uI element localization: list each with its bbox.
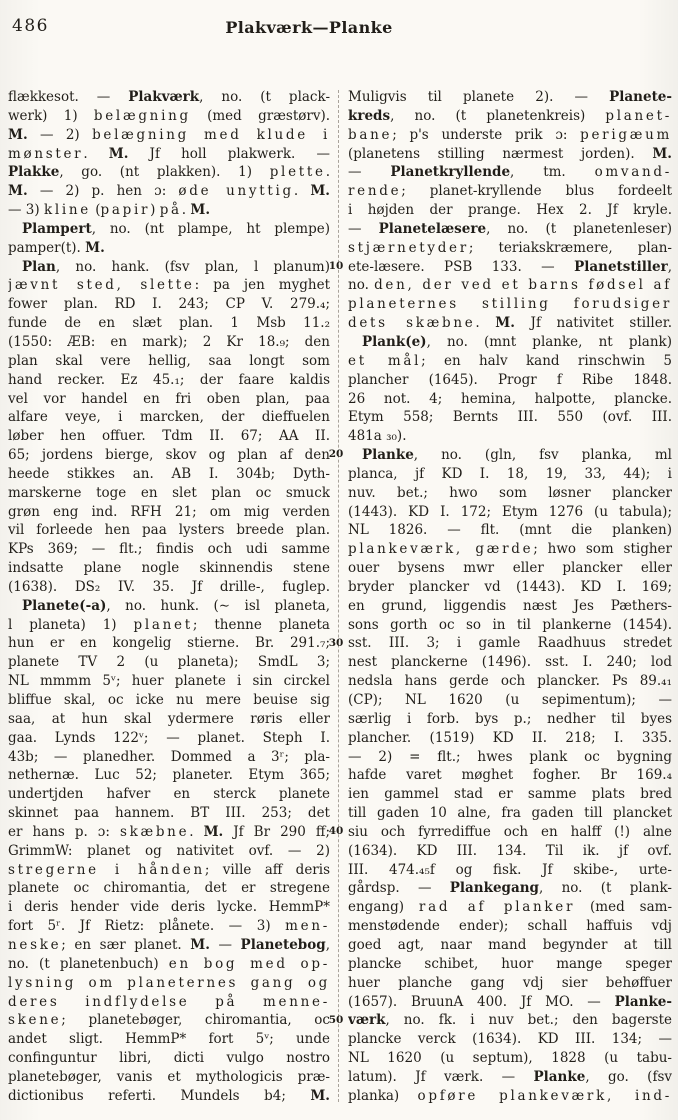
text-line: M. — 2) p. hen ɔ: øde unyttig. M. [8, 183, 330, 200]
text-line: kreds, no. (t planetenkreis) planet- [348, 107, 672, 124]
text-line: werk) 1) belægning (med græstørv). [8, 107, 330, 124]
text-line: nuv. bet.; hwo som løsner plancker [348, 484, 672, 501]
text-line: dets skæbne. M. Jf nativitet stiller. [348, 315, 672, 332]
text-line: till gaden 10 alne, fra gaden till plancket [348, 805, 672, 822]
text-line: nedsla hans gerde och plancker. Ps 89.₄₁ [348, 673, 672, 690]
right-column [348, 88, 672, 1106]
text-line: goed agt, naar mand begynder at till [348, 936, 672, 953]
text-line: flækkesot. — Plakværk, no. (t plack- [8, 89, 330, 105]
text-line: 43b; — planedher. Dommed a 3ʳ; pla- [8, 748, 330, 765]
text-line: bliffue skal, oc icke nu mere beuise sig [8, 692, 330, 708]
text-line: andet sligt. HemmP* fort 5ᵛ; unde [8, 1031, 330, 1048]
column-divider [338, 90, 339, 1102]
text-line: alfare veye, i marcken, der dieffuelen [8, 409, 330, 426]
text-line: undertjden hafver en sterck planete [8, 786, 330, 803]
text-line: plan skal vere hellig, saa longt som [8, 352, 330, 369]
text-line: løber hen offuer. Tdm II. 67; AA II. [8, 428, 330, 445]
text-line: bane; p's underste prik ɔ: perigæum [348, 126, 672, 143]
left-column [8, 88, 330, 1106]
text-line: GrimmW: planet og nativitet ovf. — 2) [8, 842, 330, 859]
text-line: bryder plancker vd (1443). KD I. 169; [348, 578, 672, 595]
text-line: planka) opføre plankeværk, ind- [348, 1087, 672, 1104]
text-line: planca, jf KD I. 18, 19, 33, 44); i [348, 465, 672, 482]
page-body [0, 88, 678, 1108]
text-line: Muligvis til planete 2). — Planete- [348, 89, 672, 105]
text-line: NL 1620 (u septum), 1828 (u tabu- [348, 1050, 672, 1067]
text-line: no. den, der ved et barns fødsel af [348, 277, 672, 294]
text-line: planeternes stilling forudsiger [348, 296, 672, 313]
text-line: Planete(-a), no. hunk. (∼ isl planeta, [22, 597, 330, 614]
text-line: rende; planet-kryllende blus fordeelt [348, 183, 672, 200]
text-line: III. 474.₄₅f og fisk. Jf skibe-, urte- [348, 861, 672, 878]
text-line: hun er en kongelig stierne. Br. 291.₇; [8, 635, 330, 652]
text-line: Plank(e), no. (mnt planke, nt plank) [362, 333, 672, 350]
text-line: dictionibus referti. Mundels b4; M. [8, 1087, 330, 1104]
gutter-line-number: 30 [328, 636, 344, 649]
text-line: stregerne i hånden; ville aff deris [8, 861, 330, 878]
text-line: no. (t planetenbuch) en bog med op- [8, 955, 330, 972]
text-line: plancke verck (1634). KD III. 134; — [348, 1031, 672, 1048]
text-line: hand recker. Ez 45.₁; der faare kaldis [8, 371, 330, 388]
text-line: — Planetelæsere, no. (t planetenleser) [348, 220, 672, 237]
text-line: KPs 369; — flt.; findis och udi samme [8, 541, 330, 558]
text-line: menstødende ender); schall haffuis vdj [348, 918, 672, 935]
text-line: l planeta) 1) planet; thenne planeta [8, 616, 330, 633]
text-line: deres indflydelse på menne- [8, 993, 330, 1010]
text-line: Etym 558; Bernts III. 550 (ovf. III. [348, 409, 672, 426]
text-line: siu och fyrrediffue och en halff (!) alne [348, 823, 672, 840]
gutter-line-number: 20 [328, 448, 344, 461]
text-line: hafde varet møghet fogher. Br 169.₄ [348, 767, 672, 784]
text-line: funde de en slæt plan. 1 Msb 11.₂ [8, 315, 330, 332]
text-line: vel vor handel en fri oben plan, paa [8, 390, 330, 407]
text-line: skene; planetebøger, chiromantia, oc [8, 1012, 330, 1029]
text-line: ien gammel stad er samme plats bred [348, 786, 672, 803]
text-line: NL 1826. — flt. (mnt die planken) [348, 522, 672, 539]
text-line: (1634). KD III. 134. Til ik. jf ovf. [348, 842, 672, 859]
text-line: — Planetkryllende, tm. omvand- [348, 164, 672, 181]
gutter-line-number: 10 [328, 259, 344, 272]
text-line: NL mmmm 5ᵛ; huer planete i sin circkel [8, 673, 330, 690]
gutter-line-number: 50 [328, 1013, 344, 1026]
text-line: pamper(t). M. [8, 239, 105, 256]
text-line: i deris hender vide deris lycke. HemmP* [8, 899, 330, 916]
text-line: — 3) kline (papir) på. M. [8, 202, 211, 219]
text-line: mønster. M. Jf holl plakwerk. — [8, 145, 330, 162]
text-line: vil forleede hen paa lysters breede plan. [8, 522, 330, 539]
text-line: M. — 2) belægning med klude i [8, 126, 330, 143]
text-line: sons gorth oc so in til plankerne (1454). [348, 616, 672, 633]
text-line: huer planche gang vdj sier behøffuer [348, 974, 672, 991]
text-line: særlig i forb. bys p.; nedher til byes [348, 710, 672, 727]
text-line: Plampert, no. (nt plampe, ht plempe) [22, 220, 330, 237]
text-line: nethernæ. Luc 52; planeter. Etym 365; [8, 767, 330, 784]
text-line: confinguntur libri, dicti vulgo nostro [8, 1050, 330, 1067]
text-line: i højden der prange. Hex 2. Jf kryle. [348, 202, 672, 219]
text-line: (1443). KD I. 172; Etym 1276 (u tabula); [348, 503, 672, 520]
text-line: — 2) = flt.; hwes plank oc bygning [348, 748, 672, 765]
text-line: 26 not. 4; hemina, halpotte, plancke. [348, 390, 672, 407]
text-line: er hans p. ɔ: skæbne. M. Jf Br 290 ff; [8, 823, 330, 840]
text-line: sst. III. 3; i gamle Raadhuus stredet [348, 635, 672, 652]
text-line: skinnet paa hannem. BT III. 253; det [8, 805, 330, 822]
text-line: indsatte plane nogle skinnendis stene [8, 560, 330, 577]
text-line: engang) rad af planker (med sam- [348, 899, 672, 916]
text-line: planete TV 2 (u planeta); SmdL 3; [8, 654, 330, 671]
text-line: (1550: ÆB: en mark); 2 Kr 18.₉; den [8, 333, 330, 350]
text-line: ouer bysens mwr eller plancker eller [348, 560, 672, 577]
text-line: en grund, liggendis næst Jes Pæthers- [348, 597, 672, 614]
text-line: Plan, no. hank. (fsv plan, l planum) [22, 258, 330, 275]
text-line: nest planckerne (1496). sst. I. 240; lod [348, 654, 672, 671]
text-line: plankeværk, gærde; hwo som stigher [348, 541, 672, 558]
text-line: gaa. Lynds 122ᵛ; — planet. Steph I. [8, 729, 330, 746]
text-line: (CP); NL 1620 (u sepimentum); — [348, 692, 672, 708]
gutter-line-number: 40 [328, 825, 344, 838]
text-line: planete oc chiromantia, det er stregene [8, 880, 330, 897]
text-line: neske; en sær planet. M. — Planetebog, [8, 936, 330, 953]
text-line: marskerne toge en slet plan oc smuck [8, 484, 330, 501]
text-line: gårdsp. — Plankegang, no. (t plank- [348, 880, 672, 897]
text-line: jævnt sted, slette: pa jen myghet [8, 277, 330, 294]
text-line: planetebøger, vanis et mythologicis præ- [8, 1068, 330, 1085]
text-line: latum). Jf værk. — Planke, go. (fsv [348, 1068, 672, 1085]
text-line: fower plan. RD I. 243; CP V. 279.₄; [8, 296, 330, 313]
text-line: plancher (1645). Progr f Ribe 1848. [348, 371, 672, 388]
text-line: 481a ₃₀). [348, 428, 407, 445]
text-line: (planetens stilling nærmest jorden). M. [348, 145, 672, 162]
text-line: 65; jordens bierge, skov og plan af den [8, 447, 330, 464]
page-number: 486 [12, 16, 49, 36]
text-line: værk, no. fk. i nuv bet.; den bagerste [348, 1012, 672, 1029]
text-line: Planke, no. (gln, fsv planka, ml [362, 447, 672, 464]
text-line: et mål; en halv kand rinschwin 5 [348, 352, 672, 369]
text-line: grøn eng ind. RFH 21; om mig verden [8, 503, 330, 520]
text-line: Plakke, go. (nt plakken). 1) plette. [8, 164, 330, 181]
text-line: plancher. (1519) KD II. 218; I. 335. [348, 729, 672, 746]
text-line: fort 5ʳ. Jf Rietz: plånete. — 3) men- [8, 918, 330, 935]
text-line: plancke schibet, huor mange speger [348, 955, 672, 972]
text-line: (1638). DS₂ IV. 35. Jf drille-, fuglep. [8, 578, 330, 595]
text-line: ete-læsere. PSB 133. — Planetstiller, [348, 258, 672, 275]
text-line: lysning om planeternes gang og [8, 974, 330, 991]
text-line: saa, at hun skal ydermere røris eller [8, 710, 330, 727]
text-line: stjærnetyder; teriakskræmere, plan- [348, 239, 672, 256]
text-line: (1657). BruunA 400. Jf MO. — Planke- [348, 993, 672, 1010]
text-line: heede stikkes an. AB I. 304b; Dyth- [8, 465, 330, 482]
running-header: Plakværk—Planke [225, 18, 393, 37]
